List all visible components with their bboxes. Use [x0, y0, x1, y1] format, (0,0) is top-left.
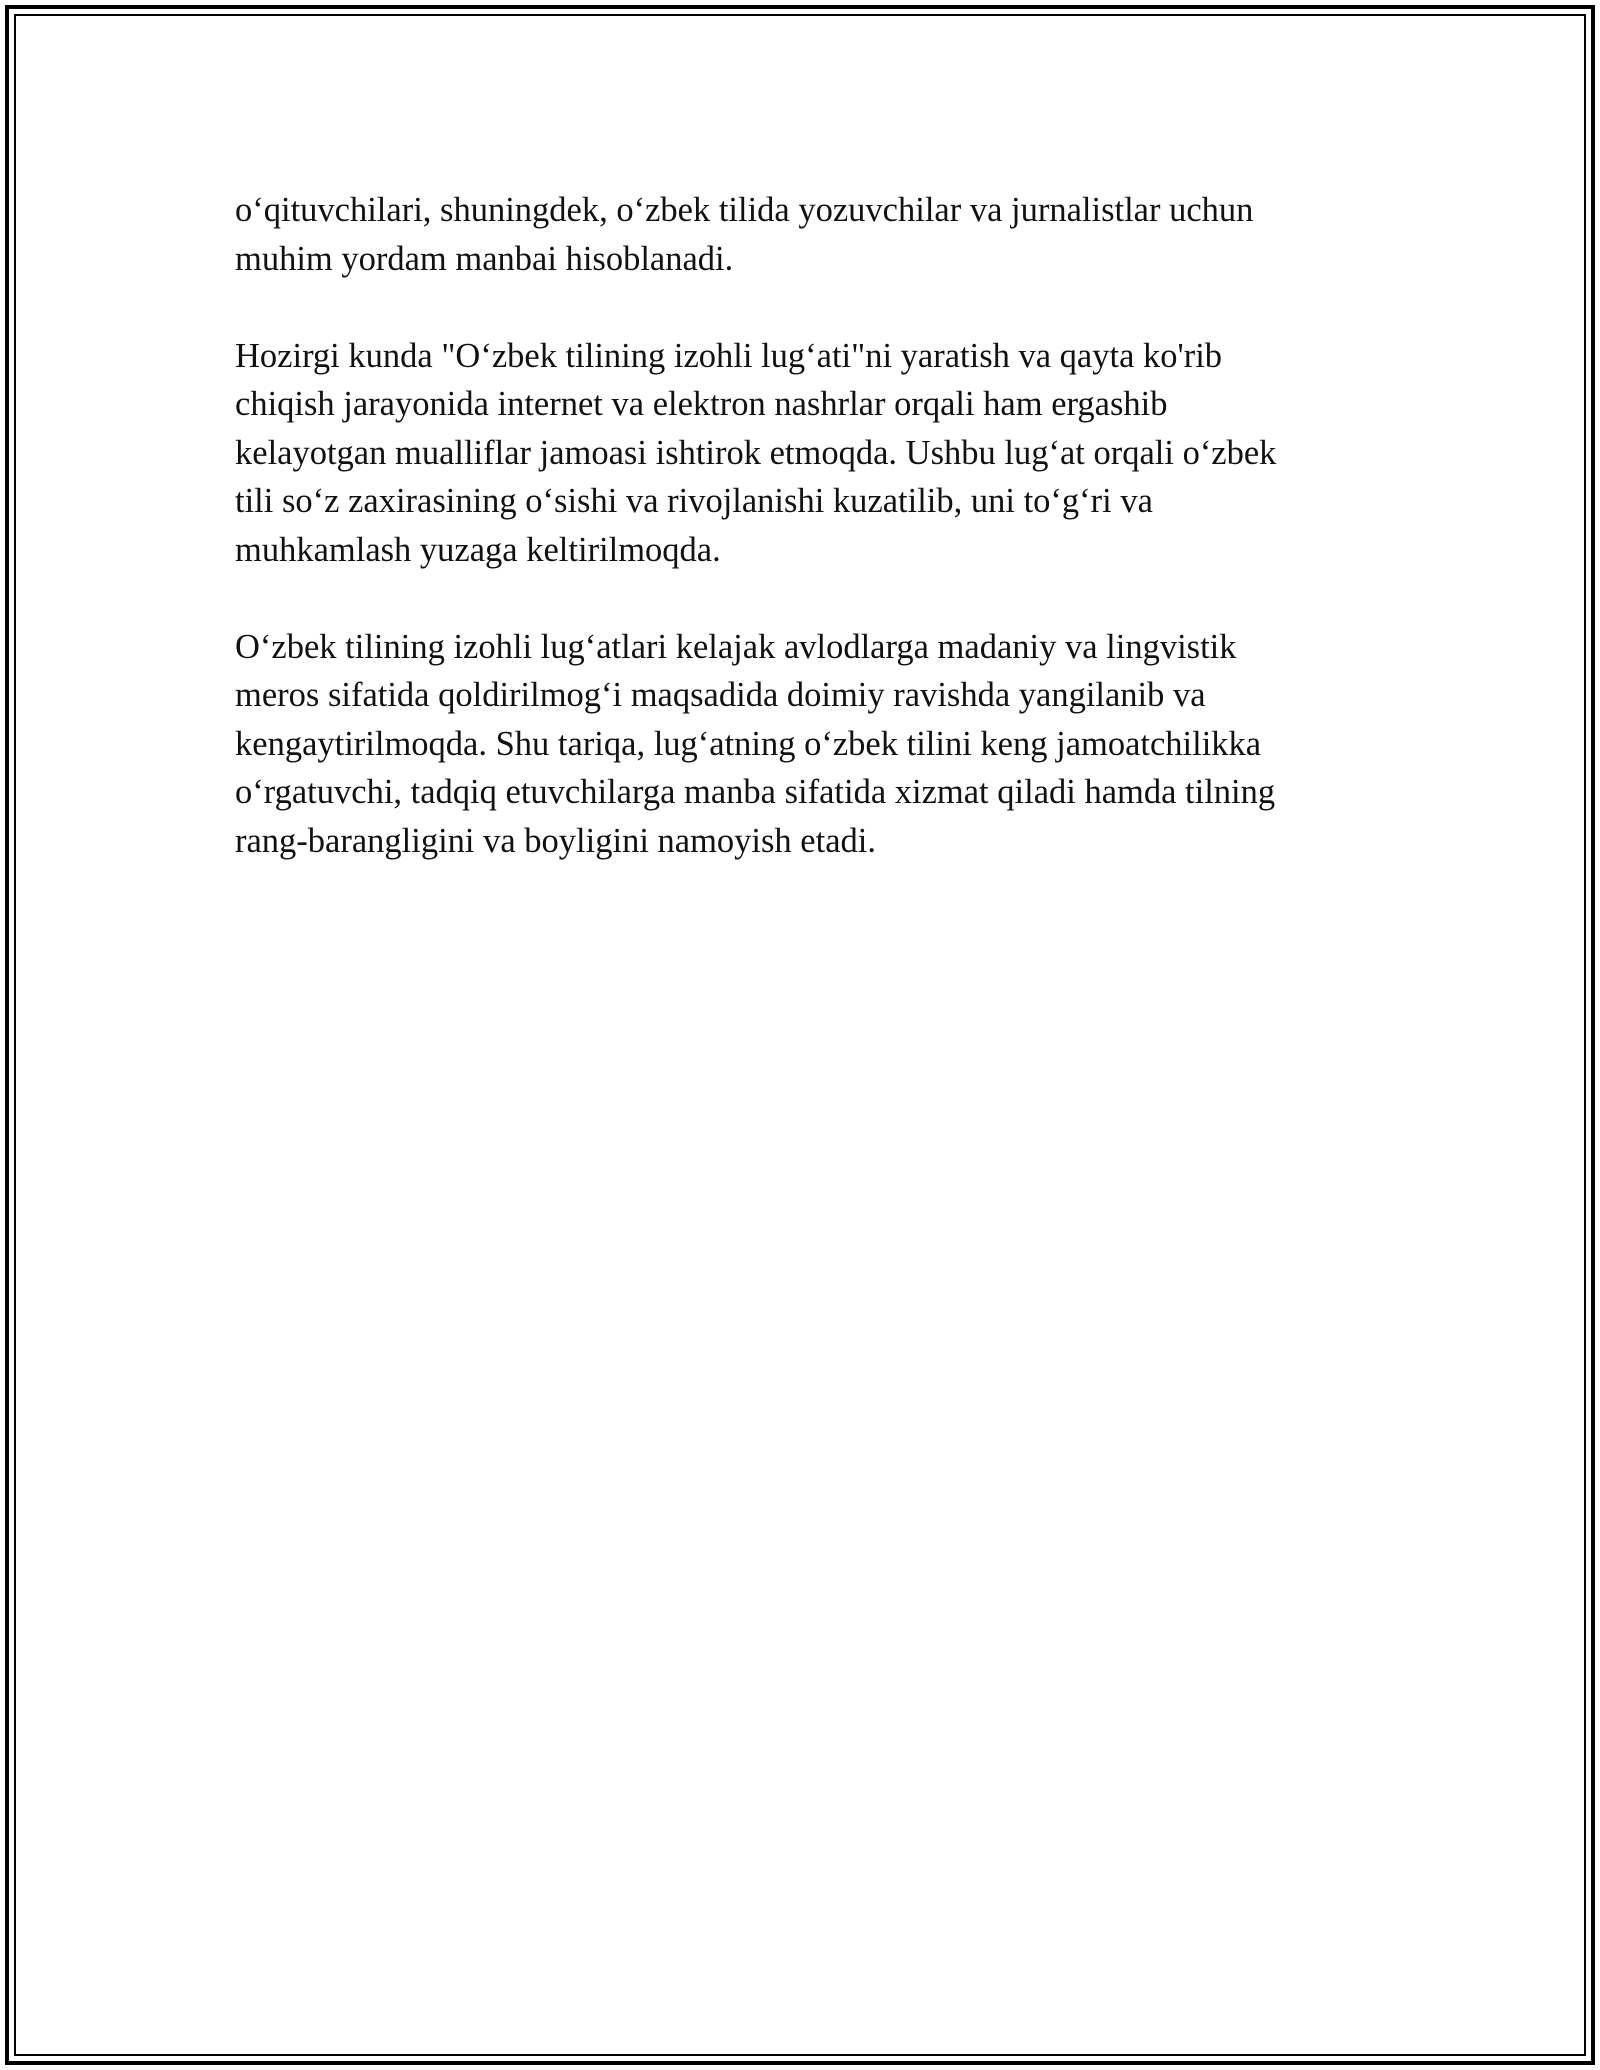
paragraph-2	[235, 332, 1375, 575]
text-line: Hozirgi kunda "O‘zbek tilining izohli lug‘ati"ni yaratish va qayta ko'rib	[235, 336, 1223, 375]
text-line: kelayotgan mualliflar jamoasi ishtirok etmoqda. Ushbu lug‘at orqali o‘zbek	[235, 433, 1277, 472]
paragraph-1	[235, 186, 1375, 283]
text-line: muhim yordam manbai hisoblanadi.	[235, 239, 734, 278]
paragraph-3	[235, 623, 1375, 866]
text-line: o‘rgatuvchi, tadqiq etuvchilarga manba sifatida xizmat qiladi hamda tilning	[235, 773, 1276, 811]
text-line: chiqish jarayonida internet va elektron nashrlar orqali ham ergashib	[235, 385, 1168, 423]
text-line: rang-barangligini va boyligini namoyish etadi.	[235, 821, 876, 860]
text-line: tili so‘z zaxirasining o‘sishi va rivojlanishi kuzatilib, uni to‘g‘ri va	[235, 482, 1153, 520]
text-line: muhkamlash yuzaga keltirilmoqda.	[235, 530, 721, 569]
text-line: meros sifatida qoldirilmog‘i maqsadida doimiy ravishda yangilanib va	[235, 676, 1206, 714]
document-body	[235, 186, 1375, 914]
text-line: O‘zbek tilining izohli lug‘atlari kelajak avlodlarga madaniy va lingvistik	[235, 627, 1237, 666]
text-line: kengaytirilmoqda. Shu tariqa, lug‘atning o‘zbek tilini keng jamoatchilikka	[235, 724, 1262, 763]
text-line: o‘qituvchilari, shuningdek, o‘zbek tilida yozuvchilar va jurnalistlar uchun	[235, 191, 1254, 229]
